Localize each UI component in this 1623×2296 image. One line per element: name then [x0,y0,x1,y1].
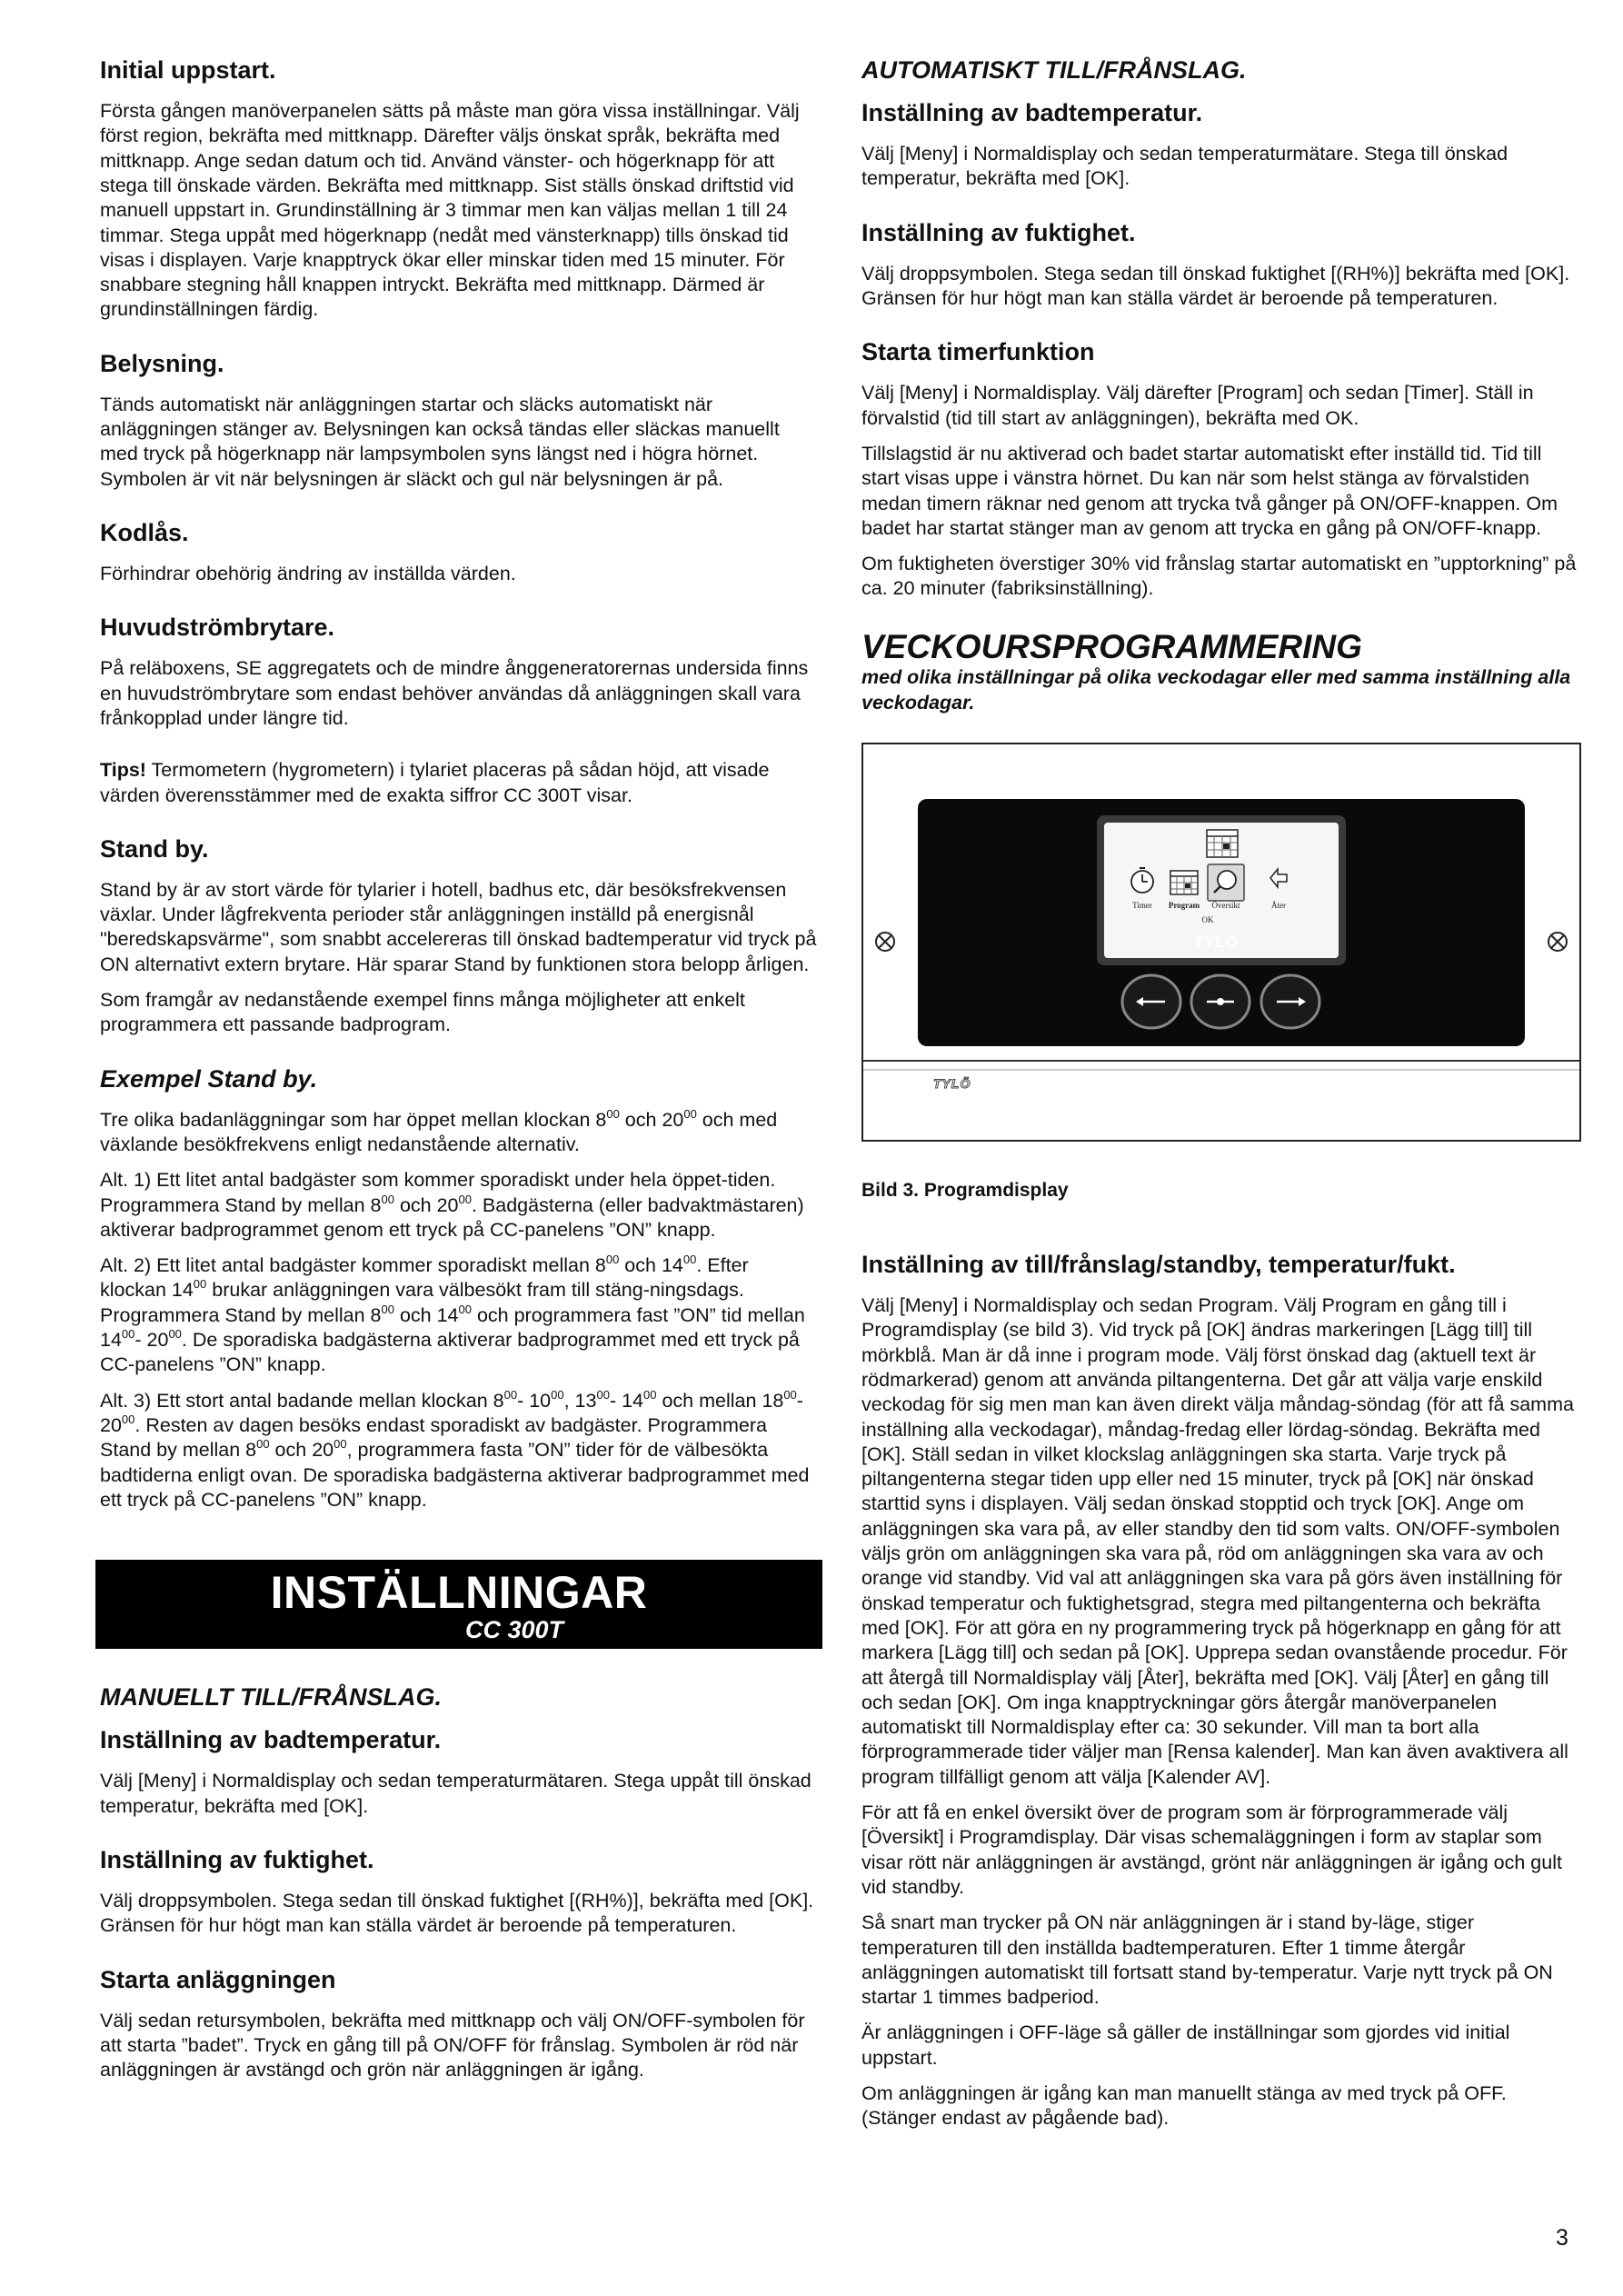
manual-humidity-heading: Inställning av fuktighet. [100,1846,374,1874]
calendar-icon [1207,830,1238,857]
left-column [100,56,818,2094]
control-panel-drawing [863,744,1579,1140]
manuellt-heading: MANUELLT TILL/FRÅNSLAG. [100,1683,442,1712]
manual-temp-text: Välj [Meny] i Normaldisplay och sedan temperaturmätaren. Stega uppåt till önskad temperatur, bekräfta med [OK]. [100,1770,812,1817]
panel-brand-logo: TYLÖ [1193,933,1239,952]
menu-label-back: Åter [1271,901,1286,911]
auto-temp-text: Välj [Meny] i Normaldisplay och sedan temperaturmätare. Stega till önskad temperatur, bekräfta med [OK]. [861,143,1508,190]
right-column [861,56,1579,2142]
frame-brand-logo: TYLÖ [933,1076,971,1092]
program-calendar-icon [1170,871,1198,894]
tips-text: Termometern (hygrometern) i tylariet placeras på sådan höjd, att visade värden överensstämmer med de exakta siffror CC 300T visar. [100,759,770,806]
till-text-5: Om anläggningen är igång kan man manuellt stänga av med tryck på OFF. (Stänger endast av pågående bad). [861,2081,1507,2130]
banner-subtitle: CC 300T [464,1615,563,1643]
manual-temp-heading: Inställning av badtemperatur. [100,1726,442,1754]
alt3-text: Alt. 3) Ett stort antal badande mellan klockan $8^{00}-$ $10^{00}$, $13^{00}-$ $14^{00}$ och mellan $18^{00}-$ $20^{00}$. Resten av dagen besöks endast sporadiskt av badgäster. Programmera Stand by mellan $8^{00}$ och $20^{00}$, programmera fasta ”ON” tider för de välbesökta badtiderna enligt ovan. De sporadiska badgästerna aktiverar badprogrammet med ett tryck på CC-panelens ”ON” knapp. [100,1387,810,1511]
banner-title: INSTÄLLNINGAR [270,1567,648,1619]
till-text-2: För att få en enkel översikt över de program som är förprogrammerade välj [Översikt] i Programdisplay. Där visas schemaläggningen i form av staplar som visar rött när anläggningen är avstängd, grönt när anläggningen är igång och gult vid standby. [861,1802,1562,1898]
standby-heading: Stand by. [100,834,209,863]
timer-text-2: Tillslagstid är nu aktiverad och badet startar automatiskt efter inställd tid. Tid till start visas uppe i vänstra hörnet. Du kan när som helst stänga av förvalstiden medan timern räknar ned genom att trycka två gånger på ON/OFF-knappen. Om badet har startat stänger man av genom att trycka en gång på ON/OFF-knapp. [861,442,1558,539]
weekly-programming-subtitle: med olika inställningar på olika veckodagar eller med samma inställning alla veckodagar. [861,666,1571,714]
kodlas-heading: Kodlås. [100,518,189,546]
weekly-programming-heading: VECKOURSPROGRAMMERING [861,627,1362,665]
standby-text-1: Stand by är av stort värde för tylarier i hotell, badhus etc, där besöksfrekvensen växlar. Under lågfrekventa perioder står anläggningen inställd på energisnål "beredskapsvärme", som snabbt accelereras till önskad badtemperatur vid tryck på ON alternativt extern brytare. Här sparar Stand by funktionen stora belopp årligen. [100,878,817,975]
menu-label-overview: Översikt [1211,901,1240,911]
belysning-text: Tänds automatiskt när anläggningen startar och släcks automatiskt när anläggningen stänger av. Belysningen kan också tändas eller släckas manuellt med tryck på högerknapp när lampsymbolen syns längst ned i högra hörnet. Symbolen är vit när belysningen är släckt och gul när belysningen är på. [100,393,780,490]
initial-heading: Initial uppstart. [100,56,276,84]
auto-heading: AUTOMATISKT TILL/FRÅNSLAG. [861,56,1247,84]
settings-banner [95,1560,822,1649]
tips-label: Tips! [100,759,146,782]
figure-caption: Bild 3. Programdisplay [861,1180,1069,1202]
belysning-heading: Belysning. [100,349,224,377]
till-heading: Inställning av till/frånslag/standby, temperatur/fukt. [861,1251,1456,1279]
huvud-text: På reläboxens, SE aggregatets och de mindre ånggeneratorernas undersida finns en huvudströmbrytare som endast behöver användas då anläggningen skall vara frånkopplad under längre tid. [100,657,809,729]
till-text-1: Välj [Meny] i Normaldisplay och sedan Program. Välj Program en gång till i Programdisplay (se bild 3). Vid tryck på [OK] ändras markeringen [Lägg till] till mörkblå. Man är då inne i program mode. Välj först önskad dag (aktuell text är rödmarkerad) genom att använda piltangenterna. Det går att välja varje enskild veckodag för sig men man kan även direkt välja måndag-söndag (för att få samma inställning alla veckodagar), måndag-fredag eller lördag-söndag. Bekräfta med [OK]. Ställ sedan in vilket klockslag anläggningen ska starta. Varje tryck på piltangenterna stegar tiden upp eller ned 15 minuter, tryck på [OK] när önskad starttid syns i displayen. Välj sedan önskad stopptid och tryck [OK]. Ange om anläggningen ska vara på, av eller standby den tid som valts. ON/OFF-symbolen väljs grön om anläggningen ska vara på, röd om anläggningen ska vara av och orange vid standby. Vid val att anläggningen ska vara på görs även inställning för önskad temperatur och fuktighetsgrad, stegra med piltangenterna och bekräfta med [OK]. För att göra en ny programmering tryck på högerknapp en gång för att markera [Lägg till] och sedan på [OK]. Upprepa sedan ovanstående procedur. För att återgå till Normaldisplay välj [Åter], bekräfta med [OK]. Välj [Åter] en gång till och sedan [OK]. Om inga knapptryckningar görs återgår manöverpanelen automatiskt till Normaldisplay efter ca: 30 sekunder. Vill man ta bort alla förprogrammerade tider väljer man [Rensa kalender]. Man kan även avaktivera all program tillfälligt genom att välja [Kalender AV]. [861,1294,1574,1788]
menu-label-ok: OK [1201,915,1214,925]
auto-humidity-heading: Inställning av fuktighet. [861,218,1136,246]
menu-label-program: Program [1168,901,1200,911]
auto-humidity-text: Välj droppsymbolen. Stega sedan till önskad fuktighet [(RH%)] bekräfta med [OK]. Gränsen för hur högt man kan ställa värdet är beroende på temperaturen. [861,262,1570,310]
exempel-text: Tre olika badanläggningar som har öppet mellan klockan $8^{00}$ och $20^{00}$ och med växlande besökfrekvens enligt nedanstående alternativ. [100,1106,778,1155]
till-text-3: Så snart man trycker på ON när anläggningen är i stand by-läge, stiger temperaturen till den inställda badtemperaturen. Efter 1 timme återgår anläggningen automatiskt till fortsatt stand by-temperatur. Varje nytt tryck på ON startar 1 timmes badperiod. [861,1912,1553,2009]
menu-label-timer: Timer [1132,901,1152,911]
kodlas-text: Förhindrar obehörig ändring av inställda värden. [100,563,516,584]
initial-text: Första gången manöverpanelen sätts på måste man göra vissa inställningar. Välj först region, bekräfta med mittknapp. Därefter väljs önskat språk, bekräfta med mittknapp. Ange sedan datum och tid. Använd vänster- och högerknapp för att stega till önskade värden. Bekräfta med mittknapp. Sist ställs önskad driftstid vid manuell uppstart in. Grundinställning är 3 timmar men kan väljas mellan 1 till 24 timmar. Stega uppåt med högerknapp (nedåt med vänsterknapp) tills önskad tid visas i displayen. Varje knapptryck ökar eller minskar tiden med 15 minuter. För snabbare stegning håll knappen intryckt. Bekräfta med mittknapp. Därmed är grundinställningen färdig. [100,100,800,321]
timer-text-3: Om fuktigheten överstiger 30% vid frånslag startar automatiskt en ”upptorkning” på ca. 20 minuter (fabriksinställning). [861,553,1577,600]
middle-button[interactable] [1191,975,1250,1028]
left-button[interactable] [1122,975,1180,1028]
start-text: Välj sedan retursymbolen, bekräfta med mittknapp och välj ON/OFF-symbolen för att starta ”badet”. Tryck en gång till på ON/OFF för frånslag. Symbolen är röd när anläggningen är avstängd och grön när anläggningen är igång. [100,2009,805,2081]
huvud-heading: Huvudströmbrytare. [100,614,335,642]
timer-text-1: Välj [Meny] i Normaldisplay. Välj därefter [Program] och sedan [Timer]. Ställ in förvalstid (tid till start av anläggningen), bekräfta med OK. [861,382,1534,429]
alt1-text: Alt. 1) Ett litet antal badgäster som kommer sporadiskt under hela öppet-tiden. Programmera Stand by mellan $8^{00}$ och $20^{00}$. Badgästerna (eller badvaktmästaren) aktiverar badprogrammet genom ett tryck på CC-panelens ”ON” knapp. [100,1169,804,1241]
start-heading: Starta anläggningen [100,1965,336,1993]
exempel-heading: Exempel Stand by. [100,1064,318,1093]
page-number: 3 [1556,2225,1568,2251]
manual-humidity-text: Välj droppsymbolen. Stega sedan till önskad fuktighet [(RH%)], bekräfta med [OK]. Gränsen för hur högt man kan ställa värdet är beroende på temperaturen. [100,1890,814,1937]
standby-text-2: Som framgår av nedanstående exempel finns många möjligheter att enkelt programmera ett passande badprogram. [100,989,745,1036]
right-button[interactable] [1261,975,1319,1028]
tips-paragraph [100,758,818,808]
timer-heading: Starta timerfunktion [861,338,1095,366]
auto-temp-heading: Inställning av badtemperatur. [861,99,1203,127]
program-display-figure [861,743,1581,1142]
till-text-4: Är anläggningen i OFF-läge så gäller de inställningar som gjordes vid initial uppstart. [861,2021,1510,2069]
alt2-text: Alt. 2) Ett litet antal badgäster kommer sporadiskt mellan $8^{00}$ och $14^{00}$. Efter klockan $14^{00}$ brukar anläggningen vara välbesökt fram till stäng-ningsdags. Programmera Stand by mellan $8^{00}$ och $14^{00}$ och programmera fast ”ON” tid mellan $14^{00}-$ $20^{00}$. De sporadiska badgästerna aktiverar badprogrammet med ett tryck på CC-panelens ”ON” knapp. [100,1253,805,1376]
